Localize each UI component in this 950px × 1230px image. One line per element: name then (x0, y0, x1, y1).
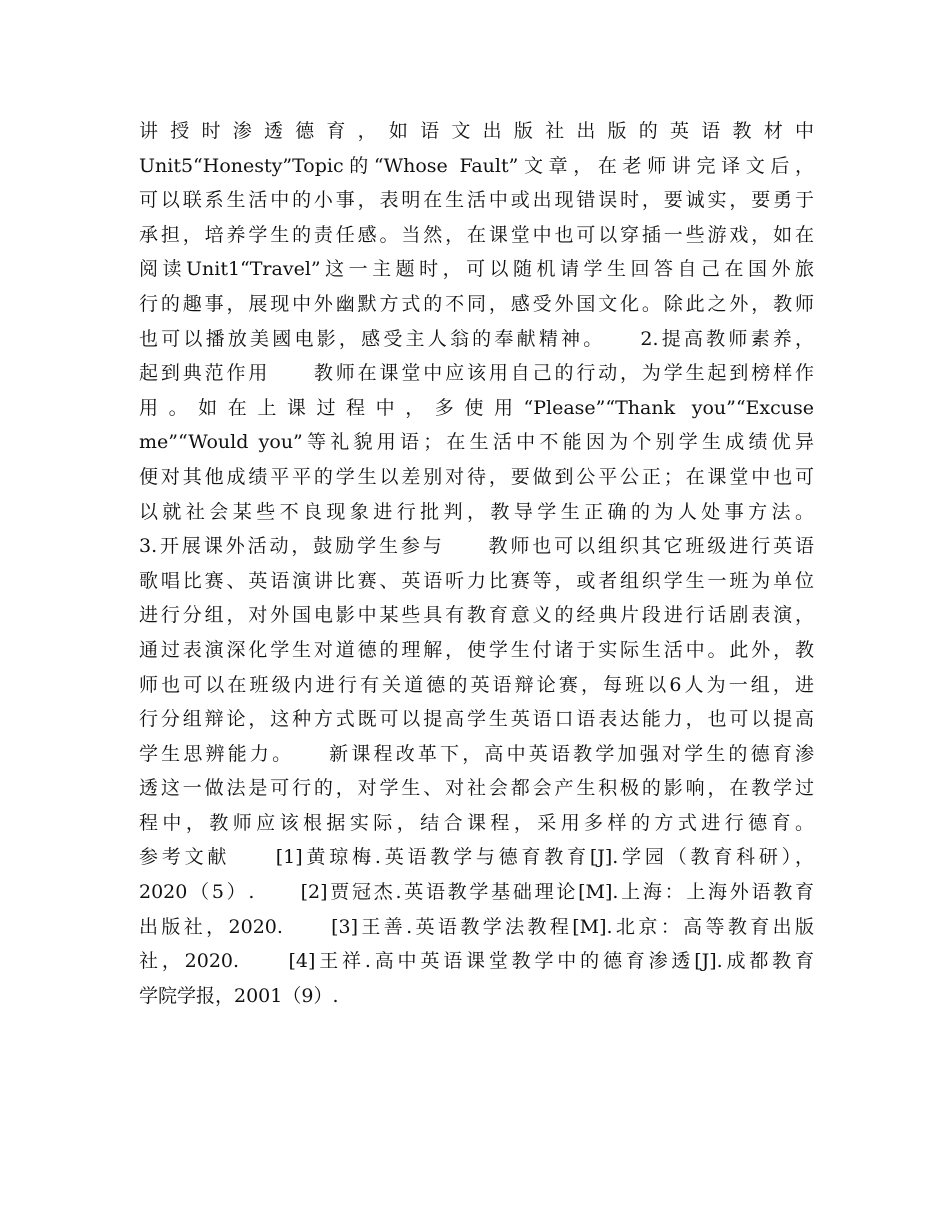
text-line: 也可以播放美國电影，感受主人翁的奉献精神。 2.提高教师素养， (139, 327, 814, 350)
text-line: 行的趣事，展现中外幽默方式的不同，感受外国文化。除此之外，教师 (139, 292, 814, 315)
text-line: 透这一做法是可行的，对学生、对社会都会产生积极的影响，在教学过 (139, 777, 814, 800)
text-line: 以就社会某些不良现象进行批判，教导学生正确的为人处事方法。 (139, 500, 814, 523)
text-line: 社，2020. [4]王祥.高中英语课堂教学中的德育渗透[J].成都教育 (139, 950, 814, 973)
body-text (139, 114, 814, 1013)
text-line: 阅读Unit1“Travel”这一主题时，可以随机请学生回答自己在国外旅 (139, 258, 814, 281)
text-line: 出版社，2020. [3]王善.英语教学法教程[M].北京：高等教育出版 (139, 915, 814, 938)
text-line: me”“Would you”等礼貌用语；在生活中不能因为个别学生成绩优异 (139, 431, 814, 454)
text-line: 便对其他成绩平平的学生以差别对待，要做到公平公正；在课堂中也可 (139, 465, 814, 488)
text-line: 行分组辩论，这种方式既可以提高学生英语口语表达能力，也可以提高 (139, 708, 814, 731)
text-line: 承担，培养学生的责任感。当然，在课堂中也可以穿插一些游戏，如在 (139, 223, 814, 246)
text-line: 起到典范作用 教师在课堂中应该用自己的行动，为学生起到榜样作 (139, 362, 814, 385)
text-line: 学生思辨能力。 新课程改革下，高中英语教学加强对学生的德育渗 (139, 742, 814, 765)
text-line: 讲授时渗透德育，如语文出版社出版的英语教材中 (139, 120, 814, 142)
text-line: 学院学报，2001（9）. (139, 984, 339, 1007)
text-line: 参考文献 [1]黄琼梅.英语教学与德育教育[J].学园（教育科研）， (139, 846, 814, 869)
text-line: 2020（5）. [2]贾冠杰.英语教学基础理论[M].上海：上海外语教育 (139, 881, 814, 904)
text-line: 歌唱比赛、英语演讲比赛、英语听力比赛等，或者组织学生一班为单位 (139, 569, 814, 592)
text-line: 3.开展课外活动，鼓励学生参与 教师也可以组织其它班级进行英语 (139, 535, 814, 558)
text-line: Unit5“Honesty”Topic的“Whose Fault”文章，在老师讲完译文后， (139, 154, 814, 177)
text-line: 可以联系生活中的小事，表明在生活中或出现错误时，要诚实，要勇于 (139, 189, 814, 212)
text-line: 用。如在上课过程中，多使用“Please”“Thank you”“Excuse (139, 396, 814, 419)
text-line: 通过表演深化学生对道德的理解，使学生付诸于实际生活中。此外，教 (139, 638, 814, 661)
text-line: 进行分组，对外国电影中某些具有教育意义的经典片段进行话剧表演， (139, 604, 814, 627)
text-line: 程中，教师应该根据实际，结合课程，采用多样的方式进行德育。 (139, 811, 814, 834)
text-line: 师也可以在班级内进行有关道德的英语辩论赛，每班以6人为一组，进 (139, 673, 814, 696)
